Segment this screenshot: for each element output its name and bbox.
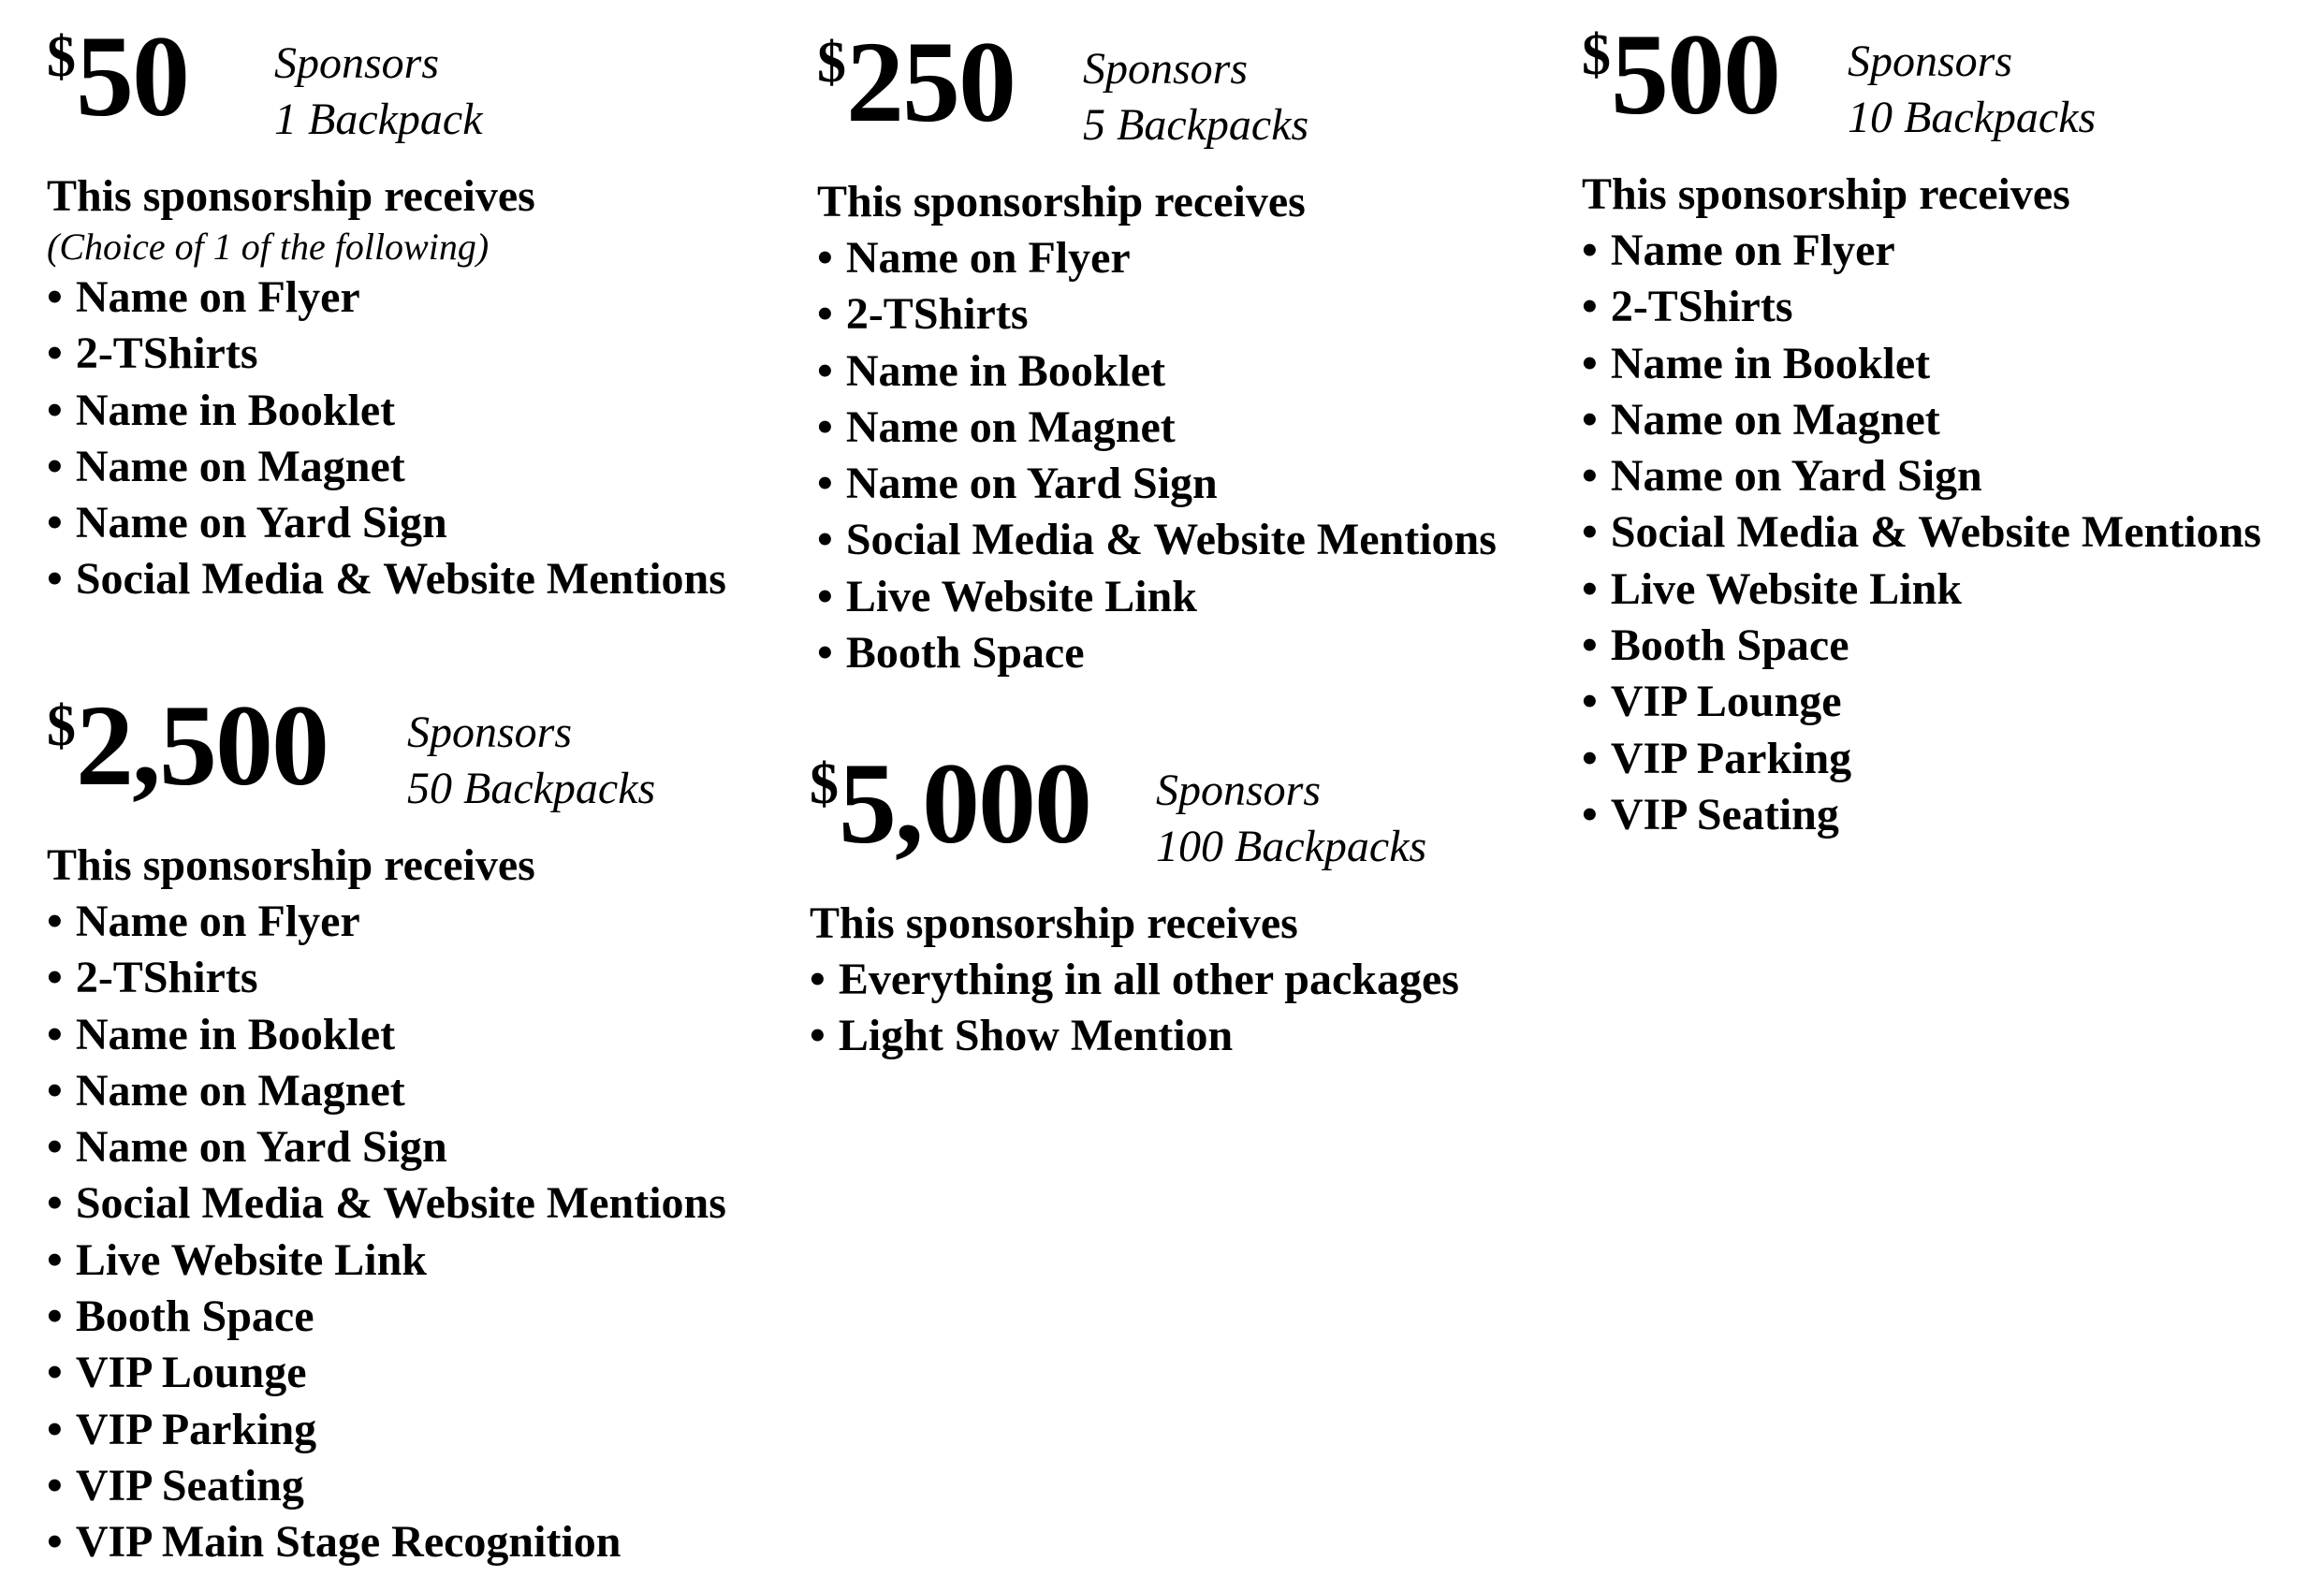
- perk-label: Booth Space: [845, 628, 1085, 679]
- perk-item: • Name on Flyer: [1582, 226, 1895, 275]
- perk-label: Light Show Mention: [838, 1011, 1234, 1061]
- tier-price: [817, 18, 1015, 146]
- backpack-count: 5 Backpacks: [1083, 100, 1309, 150]
- perk-label: VIP Seating: [75, 1460, 304, 1510]
- perk-item: • Name on Magnet: [47, 441, 405, 491]
- perk-label: Name in Booklet: [1610, 338, 1931, 388]
- perk-item: • Name on Flyer: [47, 897, 360, 946]
- perk-label: Name in Booklet: [75, 1009, 396, 1059]
- currency-symbol: $: [47, 694, 76, 758]
- currency-symbol: $: [1582, 23, 1611, 87]
- tier-header: [47, 12, 726, 168]
- perk-list: [810, 952, 1459, 1065]
- tier-header: [1582, 10, 2261, 167]
- perk-label: Name in Booklet: [845, 345, 1166, 396]
- perk-label: Booth Space: [75, 1291, 314, 1342]
- perk-item: • 2-TShirts: [817, 289, 1029, 340]
- perk-label: Name on Magnet: [1610, 394, 1940, 445]
- perk-item: • VIP Main Stage Recognition: [47, 1517, 621, 1568]
- perk-label: 2-TShirts: [845, 289, 1029, 340]
- perk-label: Name on Yard Sign: [845, 459, 1218, 509]
- tier-price: [810, 739, 1090, 868]
- backpack-count: 50 Backpacks: [407, 764, 656, 813]
- perk-label: VIP Parking: [75, 1404, 317, 1454]
- price-amount: 250: [846, 18, 1015, 146]
- perk-label: Live Website Link: [75, 1234, 427, 1285]
- perk-label: Name on Magnet: [75, 441, 405, 491]
- backpack-count: 100 Backpacks: [1156, 822, 1427, 871]
- perk-list: [817, 230, 1497, 681]
- tier-price: [47, 12, 188, 140]
- sponsors-label: Sponsors: [407, 708, 573, 757]
- perk-label: VIP Lounge: [1610, 677, 1842, 727]
- receives-heading: This sponsorship receives: [817, 177, 1306, 226]
- perk-item: • VIP Seating: [1582, 789, 1839, 839]
- sponsors-label: Sponsors: [1848, 36, 2013, 86]
- perk-label: Social Media & Website Mentions: [1610, 507, 2261, 558]
- price-amount: 50: [76, 12, 188, 140]
- sponsorship-tier-5000: [810, 739, 1459, 1065]
- perk-label: VIP Lounge: [75, 1348, 307, 1398]
- backpack-count: 10 Backpacks: [1848, 93, 2097, 142]
- perk-item: • Live Website Link: [817, 571, 1197, 621]
- perk-item: • Name on Magnet: [1582, 394, 1940, 445]
- price-amount: 2,500: [76, 681, 328, 810]
- perk-label: Live Website Link: [845, 571, 1197, 621]
- perk-item: • Name in Booklet: [817, 345, 1166, 396]
- tier-price: [47, 681, 328, 810]
- perk-label: 2-TShirts: [75, 953, 258, 1003]
- perk-label: Name on Flyer: [75, 897, 360, 946]
- perk-label: Live Website Link: [1610, 563, 1962, 614]
- perk-item: • Social Media & Website Mentions: [47, 554, 726, 605]
- perk-item: • 2-TShirts: [1582, 282, 1793, 332]
- perk-item: • Name in Booklet: [47, 385, 396, 435]
- perk-label: Name on Yard Sign: [1610, 451, 1982, 502]
- receives-heading: This sponsorship receives: [1582, 169, 2070, 219]
- perk-item: • Everything in all other packages: [810, 955, 1459, 1004]
- perk-item: • Name on Yard Sign: [47, 498, 447, 548]
- perk-item: • Name on Yard Sign: [47, 1122, 447, 1173]
- tier-sponsor-info: [1083, 41, 1308, 153]
- sponsorship-tier-2500: [47, 681, 726, 1571]
- tier-header: [817, 18, 1497, 174]
- perk-item: • Name on Yard Sign: [817, 459, 1218, 509]
- perk-item: • VIP Lounge: [1582, 677, 1842, 727]
- tier-header: [810, 739, 1459, 896]
- sponsors-label: Sponsors: [1083, 44, 1249, 94]
- perk-label: Everything in all other packages: [838, 955, 1459, 1004]
- perk-item: • Name in Booklet: [47, 1009, 396, 1059]
- perk-item: • 2-TShirts: [47, 328, 258, 379]
- perk-item: • VIP Parking: [47, 1404, 317, 1454]
- perk-label: VIP Parking: [1610, 733, 1852, 783]
- perk-item: • Booth Space: [47, 1291, 314, 1342]
- perk-item: • VIP Parking: [1582, 733, 1852, 783]
- sponsors-label: Sponsors: [274, 38, 440, 88]
- perk-item: • Name on Flyer: [817, 233, 1131, 283]
- tier-price: [1582, 10, 1779, 139]
- sponsors-label: Sponsors: [1156, 766, 1322, 815]
- perk-label: Name on Flyer: [1610, 226, 1895, 275]
- perk-label: Social Media & Website Mentions: [75, 1178, 726, 1229]
- choice-note: (Choice of 1 of the following): [47, 226, 490, 268]
- receives-heading: This sponsorship receives: [47, 840, 535, 890]
- perk-item: • Name on Magnet: [817, 401, 1176, 452]
- tier-sponsor-info: [274, 36, 483, 148]
- perk-item: • Live Website Link: [1582, 563, 1962, 614]
- receives-heading: This sponsorship receives: [810, 898, 1298, 948]
- perk-list: [47, 270, 726, 608]
- backpack-count: 1 Backpack: [274, 95, 483, 144]
- perk-label: Name in Booklet: [75, 385, 396, 435]
- perk-item: • Social Media & Website Mentions: [1582, 507, 2261, 558]
- perk-item: • Social Media & Website Mentions: [817, 515, 1497, 565]
- perk-label: VIP Main Stage Recognition: [75, 1517, 621, 1568]
- sponsorship-tier-50: [47, 12, 726, 608]
- perk-item: • Booth Space: [1582, 620, 1849, 671]
- perk-item: • Name on Magnet: [47, 1065, 405, 1116]
- perk-item: • Light Show Mention: [810, 1011, 1234, 1061]
- price-amount: 500: [1611, 10, 1779, 139]
- tier-sponsor-info: [1848, 34, 2096, 146]
- currency-symbol: $: [810, 752, 839, 816]
- currency-symbol: $: [817, 31, 846, 95]
- perk-label: Name on Magnet: [845, 401, 1176, 452]
- perk-label: Booth Space: [1610, 620, 1849, 671]
- perk-label: Name on Flyer: [845, 233, 1131, 283]
- tier-sponsor-info: [407, 705, 655, 817]
- perk-label: Name on Magnet: [75, 1065, 405, 1116]
- perk-label: Social Media & Website Mentions: [845, 515, 1497, 565]
- perk-label: 2-TShirts: [1610, 282, 1793, 332]
- perk-label: Social Media & Website Mentions: [75, 554, 726, 605]
- price-amount: 5,000: [839, 739, 1090, 868]
- perk-item: • Booth Space: [817, 628, 1085, 679]
- perk-item: • Social Media & Website Mentions: [47, 1178, 726, 1229]
- tier-header: [47, 681, 726, 838]
- perk-list: [1582, 223, 2261, 843]
- sponsorship-tier-500: [1582, 10, 2261, 843]
- perk-item: • VIP Seating: [47, 1460, 304, 1510]
- perk-label: Name on Yard Sign: [75, 1122, 447, 1173]
- perk-item: • VIP Lounge: [47, 1348, 307, 1398]
- perk-item: • 2-TShirts: [47, 953, 258, 1003]
- perk-label: Name on Flyer: [75, 272, 360, 322]
- perk-item: • Name on Yard Sign: [1582, 451, 1982, 502]
- tier-sponsor-info: [1156, 763, 1426, 875]
- perk-label: 2-TShirts: [75, 328, 258, 379]
- perk-item: • Name on Flyer: [47, 272, 360, 322]
- sponsorship-tier-250: [817, 18, 1497, 681]
- currency-symbol: $: [47, 25, 76, 89]
- perk-item: • Live Website Link: [47, 1234, 427, 1285]
- receives-heading: This sponsorship receives: [47, 171, 535, 221]
- perk-item: • Name in Booklet: [1582, 338, 1931, 388]
- perk-label: VIP Seating: [1610, 789, 1839, 839]
- perk-label: Name on Yard Sign: [75, 498, 447, 548]
- perk-list: [47, 894, 726, 1571]
